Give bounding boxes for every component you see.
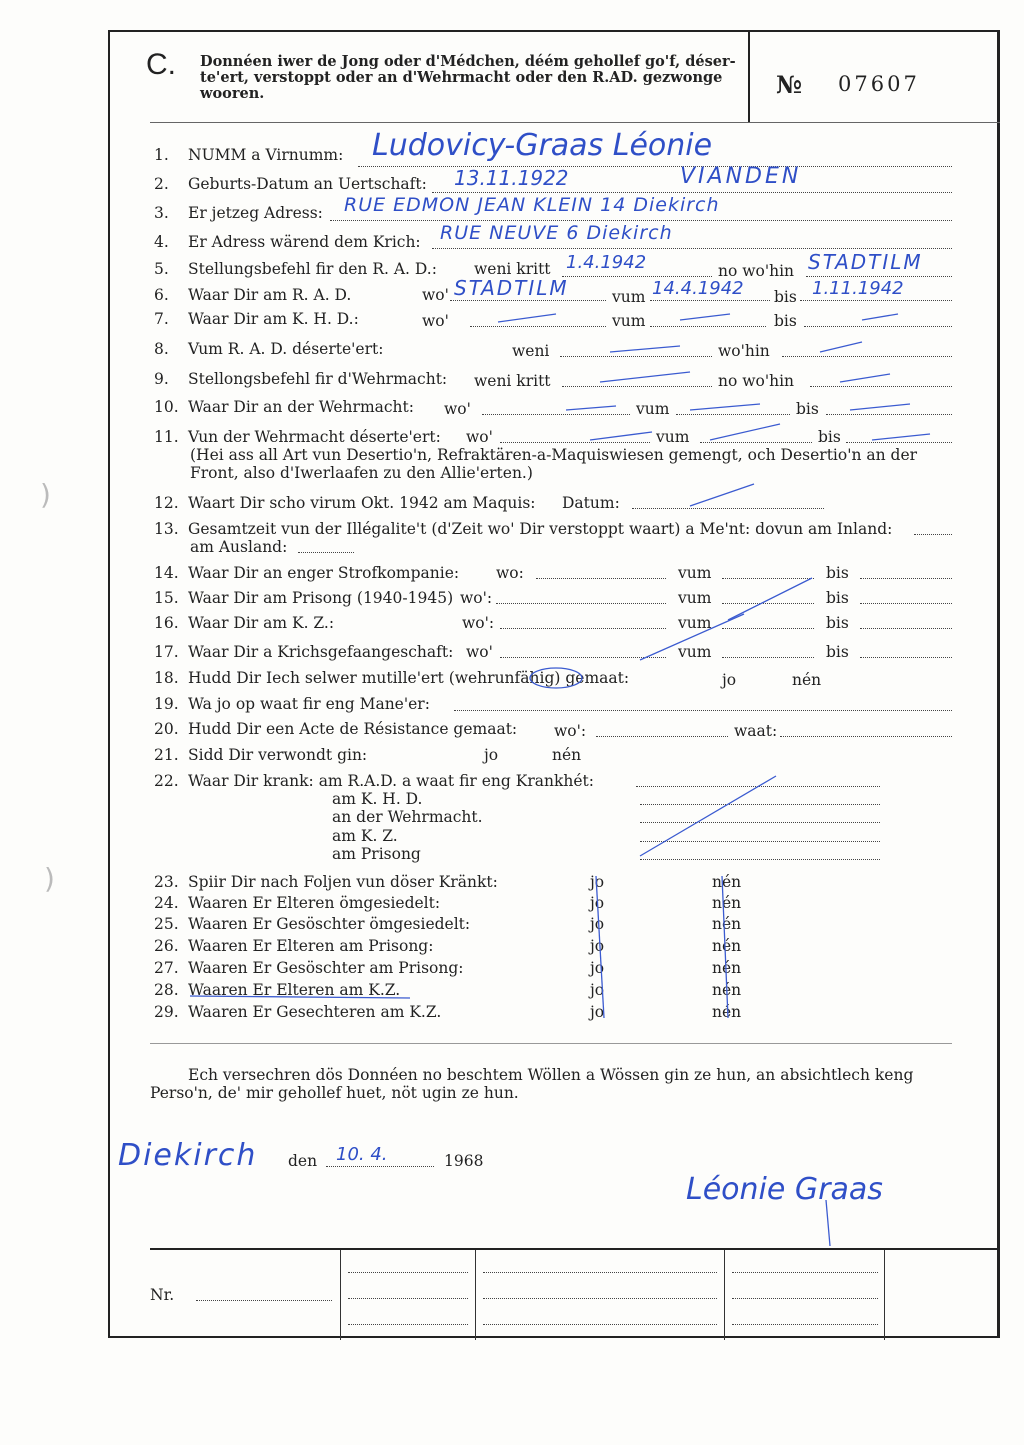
rad-from-date[interactable]: 14.4.1942 [652, 278, 744, 299]
field-19: 19. Wa jo op waat fir eng Mane'er: [154, 695, 430, 713]
field-9: 9. Stellongsbefehl fir d'Wehrmacht: [154, 370, 448, 388]
sub-prisong: am Prisong [332, 845, 421, 863]
option-nen[interactable]: nén [712, 1003, 742, 1021]
option-jo[interactable]: jo [590, 1003, 605, 1021]
signature-year: 1968 [444, 1152, 484, 1170]
field-18: 18. Hudd Dir Iech selwer mutille'ert (wehrunfähig) gemaat: [154, 669, 630, 687]
option-nen[interactable]: nén [712, 981, 742, 999]
field-16: 16. Waar Dir am K. Z.: [154, 614, 335, 632]
label-no-wohin: no wo'hin [718, 372, 795, 390]
option-nen[interactable]: nén [712, 959, 742, 977]
option-jo[interactable]: jo [590, 981, 605, 999]
field-14: 14. Waar Dir an enger Strofkompanie: [154, 564, 460, 582]
label-bis: bis [796, 400, 819, 418]
label-wo: wo' [444, 400, 471, 418]
label-vum: vum [678, 614, 712, 632]
war-address-value[interactable]: RUE NEUVE 6 Diekirch [440, 222, 673, 244]
label-waat: waat: [734, 722, 778, 740]
label-vum: vum [612, 288, 646, 306]
field-26: 26. Waaren Er Elteren am Prisong: [154, 937, 434, 955]
option-nen[interactable]: nén [792, 671, 822, 689]
field-15: 15. Waar Dir am Prisong (1940-1945) [154, 589, 454, 607]
current-address-value[interactable]: RUE EDMON JEAN KLEIN 14 Diekirch [344, 194, 720, 216]
signature: Léonie Graas [686, 1172, 883, 1207]
punch-hole-mark: ) [40, 478, 51, 511]
section-letter: C. [146, 48, 176, 81]
label-bis: bis [818, 428, 841, 446]
field-2: 2. Geburts-Datum an Uertschaft: [154, 175, 427, 193]
label-vum: vum [678, 564, 712, 582]
rad-order-date[interactable]: 1.4.1942 [566, 252, 647, 273]
label-wohin: wo'hin [718, 342, 770, 360]
label-no-wohin: no wo'hin [718, 262, 795, 280]
label-vum: vum [636, 400, 670, 418]
form-number: 07607 [838, 72, 920, 96]
sub-wehrmacht: an der Wehrmacht. [332, 808, 483, 826]
label-nr: Nr. [150, 1286, 175, 1304]
option-nen[interactable]: nén [712, 937, 742, 955]
label-am-ausland: am Ausland: [190, 538, 288, 556]
rad-destination[interactable]: STADTILM [808, 250, 923, 274]
label-wo: wo' [422, 312, 449, 330]
field-5: 5. Stellungsbefehl fir den R. A. D.: [154, 260, 437, 278]
form-title: Donnéen iwer de Jong oder d'Médchen, déém gehollef go'f, déser-te'ert, verstoppt oder an d'Wehrmacht oder den R.AD. gezwonge wooren. [200, 53, 736, 102]
label-bis: bis [774, 288, 797, 306]
label-weni-kritt: weni kritt [474, 372, 551, 390]
field-23: 23. Spiir Dir nach Foljen vun döser Kränkt: [154, 873, 498, 891]
option-jo[interactable]: jo [590, 894, 605, 912]
label-wo: wo: [496, 564, 524, 582]
label-wo: wo' [466, 643, 493, 661]
field-7: 7. Waar Dir am K. H. D.: [154, 310, 359, 328]
punch-hole-mark: ) [44, 862, 55, 895]
option-nen[interactable]: nén [552, 746, 582, 764]
label-wo: wo': [462, 614, 495, 632]
field-20: 20. Hudd Dir een Acte de Résistance gemaat: [154, 720, 518, 738]
label-bis: bis [774, 312, 797, 330]
field-29: 29. Waaren Er Gesechteren am K.Z. [154, 1003, 442, 1021]
label-vum: vum [678, 589, 712, 607]
option-nen[interactable]: nén [712, 915, 742, 933]
field-4: 4. Er Adress wärend dem Krich: [154, 233, 421, 251]
label-wo: wo': [554, 722, 587, 740]
option-jo[interactable]: jo [590, 937, 605, 955]
label-bis: bis [826, 614, 849, 632]
field-13: 13. Gesamtzeit vun der Illégalite't (d'Zeit wo' Dir verstoppt waart) a Me'nt: dovun am Inland: [154, 520, 893, 538]
label-vum: vum [612, 312, 646, 330]
option-jo[interactable]: jo [484, 746, 499, 764]
name-value[interactable]: Ludovicy-Graas Léonie [372, 128, 713, 163]
field-1: 1. NUMM a Virnumm: [154, 146, 344, 164]
field-10: 10. Waar Dir an der Wehrmacht: [154, 398, 414, 416]
declaration-text: Ech versechren dös Donnéen no beschtem Wöllen a Wössen gin ze hun, an absichtlech keng Perso'n, de' mir gehollef huet, nöt ugin ze hun. [150, 1066, 914, 1102]
label-bis: bis [826, 589, 849, 607]
option-jo[interactable]: jo [590, 959, 605, 977]
label-bis: bis [826, 643, 849, 661]
field-28: 28. Waaren Er Elteren am K.Z. [154, 981, 401, 999]
label-vum: vum [678, 643, 712, 661]
label-vum: vum [656, 428, 690, 446]
label-wo: wo': [460, 589, 493, 607]
option-nen[interactable]: nén [712, 873, 742, 891]
label-wo: wo' [422, 286, 449, 304]
field-17: 17. Waar Dir a Krichsgefaangeschaft: [154, 643, 454, 661]
sub-kz: am K. Z. [332, 827, 398, 845]
label-weni: weni [512, 342, 550, 360]
signature-date[interactable]: 10. 4. [336, 1144, 388, 1165]
birth-date-value[interactable]: 13.11.1922 [454, 166, 569, 190]
option-nen[interactable]: nén [712, 894, 742, 912]
option-jo[interactable]: jo [590, 873, 605, 891]
field-6: 6. Waar Dir am R. A. D. [154, 286, 352, 304]
rad-to-date[interactable]: 1.11.1942 [812, 278, 904, 299]
number-sign: № [776, 70, 803, 99]
field-12: 12. Waart Dir scho virum Okt. 1942 am Maquis: [154, 494, 536, 512]
label-datum: Datum: [562, 494, 620, 512]
field-24: 24. Waaren Er Elteren ömgesiedelt: [154, 894, 441, 912]
field-25: 25. Waaren Er Gesöschter ömgesiedelt: [154, 915, 471, 933]
field-8: 8. Vum R. A. D. déserte'ert: [154, 340, 384, 358]
sub-khd: am K. H. D. [332, 790, 423, 808]
field-11: 11. Vun der Wehrmacht déserte'ert: [154, 428, 441, 446]
birth-place-value[interactable]: VIANDEN [680, 164, 802, 189]
label-bis: bis [826, 564, 849, 582]
field-27: 27. Waaren Er Gesöschter am Prisong: [154, 959, 464, 977]
label-weni-kritt: weni kritt [474, 260, 551, 278]
label-wo: wo' [466, 428, 493, 446]
option-jo[interactable]: jo [590, 915, 605, 933]
note-desertion: (Hei ass all Art vun Desertio'n, Refraktären-a-Maquiswiesen gemengt, och Desertio'n an der Front, also d'Iwerlaafen zu den Allie'erten.) [190, 446, 918, 482]
option-jo[interactable]: jo [722, 671, 737, 689]
field-21: 21. Sidd Dir verwondt gin: [154, 746, 368, 764]
rad-location[interactable]: STADTILM [454, 276, 569, 300]
label-den: den [288, 1152, 318, 1170]
field-3: 3. Er jetzeg Adress: [154, 204, 323, 222]
field-22: 22. Waar Dir krank: am R.A.D. a waat fir eng Krankhét: [154, 772, 594, 790]
signature-place[interactable]: Diekirch [118, 1138, 258, 1173]
